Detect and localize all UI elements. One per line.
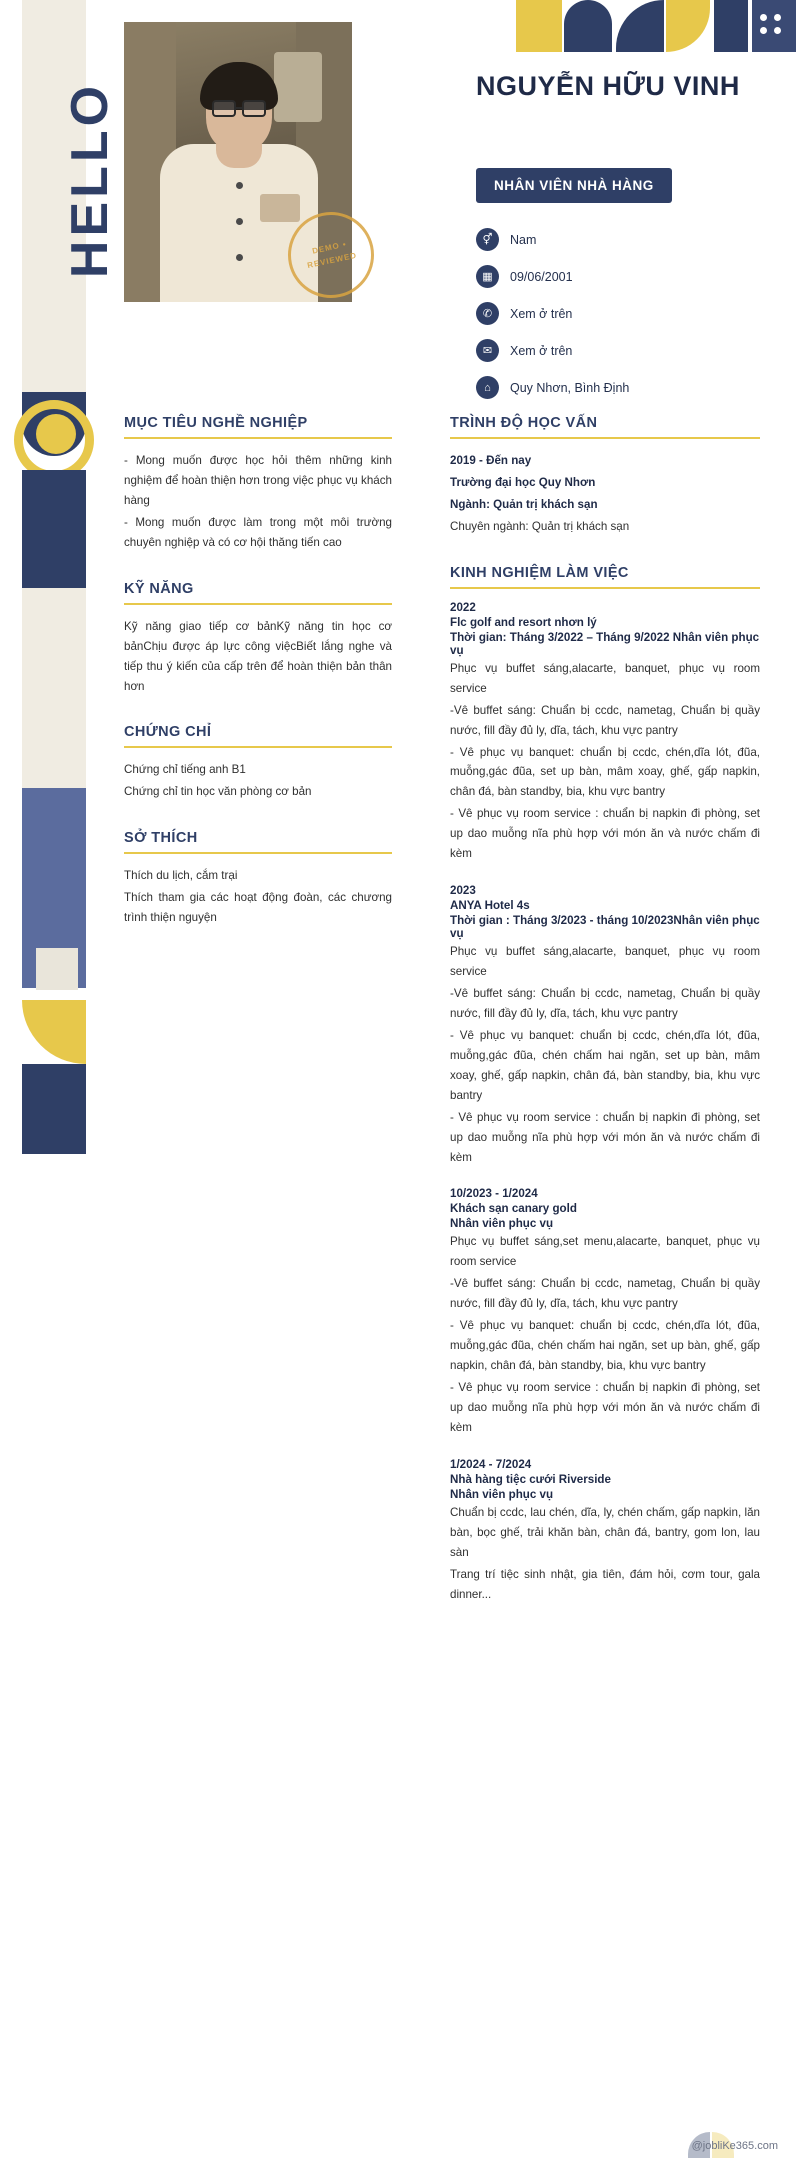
contact-birthday-value: 09/06/2001 bbox=[510, 269, 573, 284]
experience-line: - Vê phục vụ banquet: chuẩn bị ccdc, chén,dĩa lót, đũa, muỗng,gác đũa, chén chấm hai ngăn, set up bàn, mâm xoay, ghế, gấp napkin, chân đá, bàn standby, bia, khu vực bantry bbox=[450, 1028, 760, 1102]
education-major: Ngành: Quản trị khách sạn bbox=[450, 497, 598, 511]
education-school: Trường đại học Quy Nhơn bbox=[450, 475, 596, 489]
section-title-hobbies: SỞ THÍCH bbox=[124, 830, 198, 847]
contact-address-value: Quy Nhơn, Bình Định bbox=[510, 380, 630, 395]
hobbies-body bbox=[124, 866, 392, 928]
section-divider bbox=[450, 437, 760, 439]
experience-company: Nhà hàng tiệc cưới Riverside bbox=[450, 1472, 611, 1486]
experience-year: 10/2023 - 1/2024 bbox=[450, 1187, 538, 1201]
experience-company: Khách sạn canary gold bbox=[450, 1202, 577, 1216]
section-title-objective: MỤC TIÊU NGHỀ NGHIỆP bbox=[124, 415, 308, 431]
certificate-line: Chứng chỉ tiếng anh B1 bbox=[124, 763, 246, 777]
page-title: NGUYỄN HỮU VINH bbox=[476, 71, 740, 101]
decorative-top-shapes bbox=[516, 0, 796, 52]
deco-shape-navy-2 bbox=[714, 0, 748, 52]
section-title-certificates: CHỨNG CHỈ bbox=[124, 724, 212, 741]
experience-year: 2022 bbox=[450, 600, 476, 614]
experience-item bbox=[450, 1187, 760, 1437]
rail-dot-shape bbox=[36, 414, 76, 454]
experience-line: - Vê phục vụ banquet: chuẩn bị ccdc, chén,dĩa lót, đũa, muỗng,gác đũa, chén chấm hai ngăn, set up bàn, ghế, gấp napkin, chân đá, bàn standby, bia, khu vực bantry bbox=[450, 1319, 760, 1373]
contact-email-value: Xem ở trên bbox=[510, 343, 573, 358]
section-divider bbox=[124, 852, 392, 854]
deco-dots-group bbox=[760, 14, 788, 38]
experience-line: -Vê buffet sáng: Chuẩn bị ccdc, nametag, Chuẩn bị quầy nước, fill đầy đủ ly, dĩa, tách, khu vực pantry bbox=[450, 703, 760, 737]
job-title-badge: NHÂN VIÊN NHÀ HÀNG bbox=[476, 168, 672, 203]
experience-item bbox=[450, 601, 760, 864]
section-skills bbox=[124, 581, 392, 697]
contact-item-gender bbox=[476, 228, 776, 251]
experience-item bbox=[450, 1458, 760, 1605]
deco-shape-navy-corner bbox=[616, 0, 664, 52]
experience-line: - Vê phục vụ room service : chuẩn bị napkin đi phòng, set up dao muỗng nĩa phù hợp với món ăn và nước chấm đi kèm bbox=[450, 1110, 760, 1164]
experience-year: 1/2024 - 7/2024 bbox=[450, 1457, 532, 1471]
experience-company: Flc golf and resort nhơn lý bbox=[450, 615, 597, 629]
deco-shape-navy-arch bbox=[564, 0, 612, 52]
footer-watermark: @jobliKe365.com bbox=[691, 2140, 778, 2152]
section-divider bbox=[124, 746, 392, 748]
skills-body bbox=[124, 617, 392, 697]
certificate-line: Chứng chỉ tin học văn phòng cơ bản bbox=[124, 785, 312, 799]
rail-square-shape bbox=[36, 948, 78, 990]
section-certificates bbox=[124, 724, 392, 802]
section-title-skills: KỸ NĂNG bbox=[124, 580, 194, 597]
calendar-icon: ▦ bbox=[476, 265, 499, 288]
experience-line: - Vê phục vụ banquet: chuẩn bị ccdc, chén,dĩa lót, đũa, muỗng,gác đũa, set up bàn, mâm xoay, ghế, gấp napkin, chân đá, bàn standby, bia, khu vực bantry bbox=[450, 745, 760, 799]
section-title-experience: KINH NGHIỆM LÀM VIỆC bbox=[450, 564, 629, 581]
experience-line: - Vê phục vụ room service : chuẩn bị napkin đi phòng, set up dao muỗng nĩa phù hợp với món ăn và nước chấm đi kèm bbox=[450, 807, 760, 861]
hobby-line: Thích tham gia các hoạt động đoàn, các chương trình thiện nguyện bbox=[124, 891, 392, 925]
section-title-education: TRÌNH ĐỘ HỌC VẤN bbox=[450, 415, 598, 431]
contact-item-address bbox=[476, 376, 776, 399]
contact-item-birthday bbox=[476, 265, 776, 288]
mail-icon: ✉ bbox=[476, 339, 499, 362]
experience-period: Nhân viên phục vụ bbox=[450, 1487, 554, 1501]
rail-quarter-circle bbox=[22, 1000, 86, 1064]
deco-shape-yellow-1 bbox=[516, 0, 562, 52]
section-hobbies bbox=[124, 830, 392, 928]
certificates-body bbox=[124, 760, 392, 802]
rail-block-navy-lower bbox=[22, 1064, 86, 1154]
education-body bbox=[450, 451, 760, 537]
objective-body bbox=[124, 451, 392, 553]
experience-line: -Vê buffet sáng: Chuẩn bị ccdc, nametag, Chuẩn bị quầy nước, fill đầy đủ ly, dĩa, tách, khu vực pantry bbox=[450, 987, 760, 1020]
experience-period: Thời gian : Tháng 3/2023 - tháng 10/2023Nhân viên phục vụ bbox=[450, 914, 760, 941]
contact-item-email[interactable] bbox=[476, 339, 776, 362]
experience-period: Nhân viên phục vụ bbox=[450, 1217, 554, 1231]
left-column bbox=[124, 415, 392, 956]
education-specialization: Chuyên ngành: Quản trị khách sạn bbox=[450, 519, 630, 533]
experience-line: Chuẩn bị ccdc, lau chén, dĩa, ly, chén chấm, gấp napkin, lăn bàn, bọc ghế, trải khăn bàn, chân đá, bantry, gom lon, lau sàn bbox=[450, 1505, 760, 1559]
education-period: 2019 - Đến nay bbox=[450, 454, 532, 467]
section-education bbox=[450, 415, 760, 537]
experience-line: - Vê phục vụ room service : chuẩn bị napkin đi phòng, set up dao muỗng nĩa phù hợp với món ăn và nước chấm đi kèm bbox=[450, 1381, 760, 1434]
contact-phone-value: Xem ở trên bbox=[510, 306, 573, 321]
experience-year: 2023 bbox=[450, 884, 476, 898]
section-divider bbox=[124, 437, 392, 439]
contact-gender-value: Nam bbox=[510, 232, 537, 247]
objective-line: - Mong muốn được làm trong một môi trường chuyên nghiệp và có cơ hội thăng tiến cao bbox=[124, 515, 392, 549]
hobby-line: Thích du lịch, cắm trại bbox=[124, 869, 238, 883]
decorative-left-rail bbox=[0, 0, 119, 2166]
gender-icon: ⚥ bbox=[476, 228, 499, 251]
watermark-stamp: DEMO • REVIEWED bbox=[280, 204, 382, 306]
experience-line: -Vê buffet sáng: Chuẩn bị ccdc, nametag, Chuẩn bị quầy nước, fill đầy đủ ly, dĩa, tách, khu vực pantry bbox=[450, 1277, 760, 1311]
home-icon: ⌂ bbox=[476, 376, 499, 399]
experience-line: Phục vụ buffet sáng,set menu,alacarte, banquet, phục vụ room service bbox=[450, 1235, 760, 1269]
experience-company: ANYA Hotel 4s bbox=[450, 899, 530, 913]
experience-period: Thời gian: Tháng 3/2022 – Tháng 9/2022 Nhân viên phục vụ bbox=[450, 630, 760, 657]
contact-item-phone[interactable] bbox=[476, 302, 776, 325]
rail-block-navy bbox=[22, 470, 86, 588]
phone-icon: ✆ bbox=[476, 302, 499, 325]
hello-wordmark: HELLO bbox=[61, 81, 119, 279]
experience-line: Phục vụ buffet sáng,alacarte, banquet, phục vụ room service bbox=[450, 945, 760, 979]
skills-line: Kỹ năng giao tiếp cơ bảnKỹ năng tin học cơ bảnChịu được áp lực công việcBiết lắng nghe và tiếp thu ý kiến của cấp trên để hoàn thiện bản thân hơn bbox=[124, 619, 392, 693]
experience-line: Trang trí tiệc sinh nhật, gia tiên, đám hỏi, cơm tour, gala dinner... bbox=[450, 1567, 760, 1601]
section-objective bbox=[124, 415, 392, 553]
section-divider bbox=[124, 603, 392, 605]
right-column bbox=[450, 415, 760, 1633]
experience-item bbox=[450, 884, 760, 1167]
objective-line: - Mong muốn được học hỏi thêm những kinh nghiệm để hoàn thiện hơn trong việc phục vụ khách hàng bbox=[124, 454, 392, 507]
contact-list bbox=[476, 228, 776, 413]
section-experience bbox=[450, 565, 760, 1605]
rail-block-cream bbox=[22, 588, 86, 788]
deco-shape-yellow-2 bbox=[666, 0, 710, 52]
experience-line: Phục vụ buffet sáng,alacarte, banquet, phục vụ room service bbox=[450, 661, 760, 695]
section-divider bbox=[450, 587, 760, 589]
